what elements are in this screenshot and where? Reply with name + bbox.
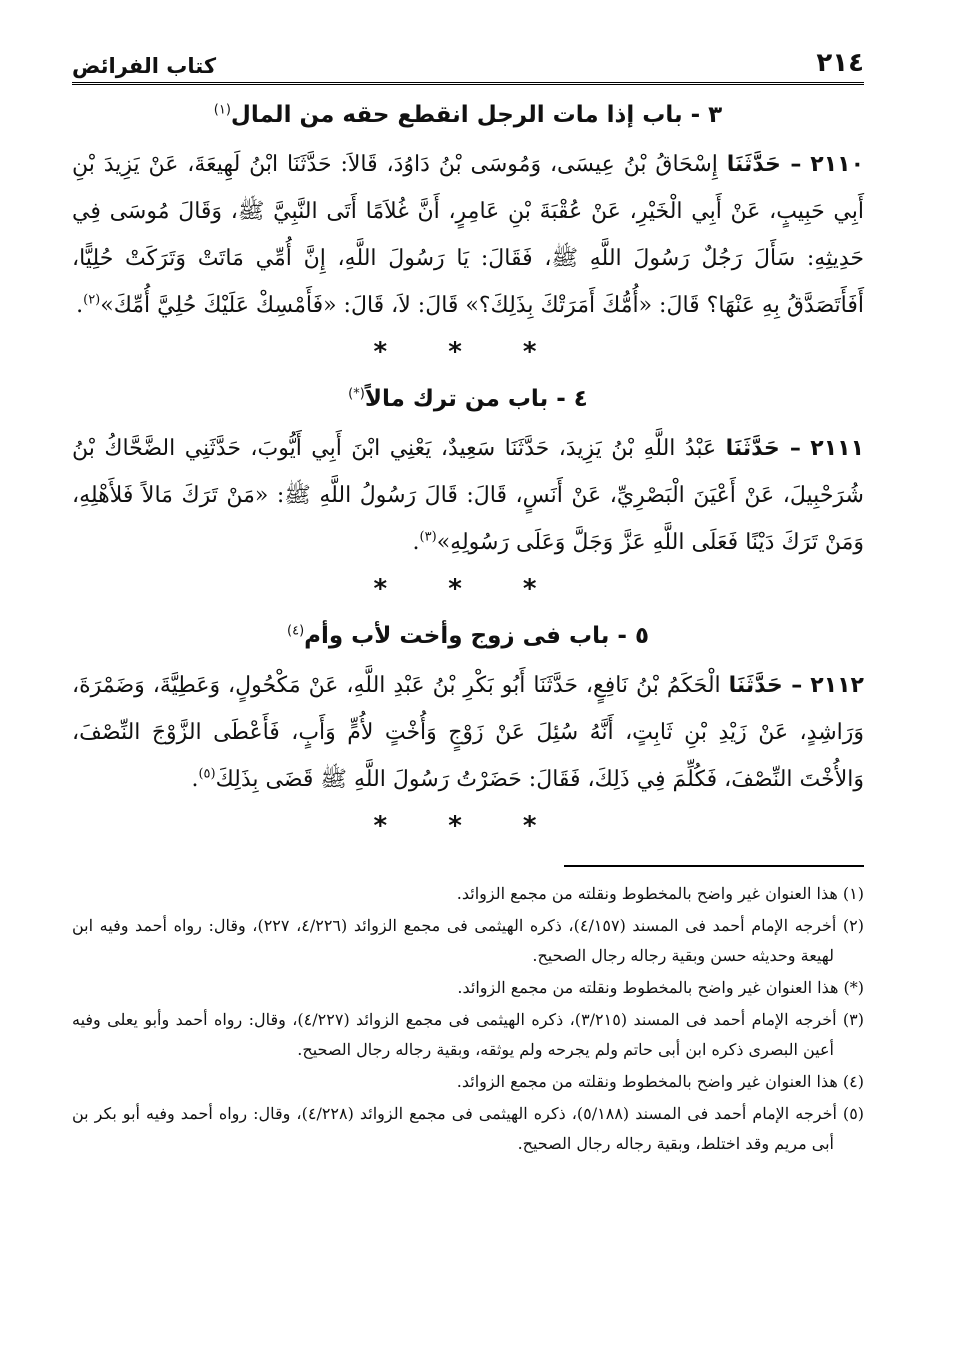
hadith-2111: ٢١١١ – حَدَّثَنَا عَبْدُ اللَّهِ بْنُ يَزِيدَ، حَدَّثَنَا سَعِيدٌ، يَعْنِي ابْنَ أَبِي أَيُّوبَ، حَدَّثَنِي الضَّحَّاكُ بْنُ شُرَحْبِيلَ، عَنْ أَعْيَنَ الْبَصْرِيِّ، عَنْ أَنَسٍ، قَالَ: قَالَ رَسُولُ اللَّهِ ﷺ: «مَنْ تَرَكَ مَالاً فَلأَهْلِهِ، وَمَنْ تَرَكَ دَيْنًا فَعَلَى اللَّهِ عَزَّ وَجَلَّ وَعَلَى رَسُولِهِ»$^{(٣)}$. [72,436,864,555]
page-number: ٢١٤ [816,48,864,78]
hadith-number: ٢١١٠ [810,152,864,177]
chapter-heading-5 [72,620,864,652]
section-separator: * * * [373,811,563,841]
book-title: كتاب الفرائض [72,54,217,78]
footnote-marker: (١) [213,102,231,118]
hadith-text: الْحَكَمُ بْنُ نَافِعٍ، حَدَّثَنَا أَبُو بَكْرِ بْنُ عَبْدِ اللَّهِ، عَنْ مَكْحُولٍ، وَعَطِيَّةَ، وَضَمْرَةَ، وَرَاشِدٍ، عَنْ زَيْدِ بْنِ ثَابِتٍ، أَنَّهُ سُئِلَ عَنْ زَوْجٍ وَأُخْتٍ لأُمٍّ وَأَبٍ، فَأَعْطَى الزَّوْجَ النِّصْفَ، وَالأُخْتَ النِّصْفَ، فَكُلِّمَ فِي ذَلِكَ، فَقَالَ: حَضَرْتُ رَسُولَ اللَّهِ ﷺ قَضَى بِذَلِكَ [72,673,864,792]
section-separator: * * * [373,337,563,367]
hadith-2112: ٢١١٢ – حَدَّثَنَا الْحَكَمُ بْنُ نَافِعٍ، حَدَّثَنَا أَبُو بَكْرِ بْنُ عَبْدِ اللَّهِ، عَنْ مَكْحُولٍ، وَعَطِيَّةَ، وَضَمْرَةَ، وَرَاشِدٍ، عَنْ زَيْدِ بْنِ ثَابِتٍ، أَنَّهُ سُئِلَ عَنْ زَوْجٍ وَأُخْتٍ لأُمٍّ وَأَبٍ، فَأَعْطَى الزَّوْجَ النِّصْفَ، وَالأُخْتَ النِّصْفَ، فَكُلِّمَ فِي ذَلِكَ، فَقَالَ: حَضَرْتُ رَسُولَ اللَّهِ ﷺ قَضَى بِذَلِكَ$^{(٥)}$. [72,673,864,792]
hadith-2110: ٢١١٠ – حَدَّثَنَا إِسْحَاقُ بْنُ عِيسَى، وَمُوسَى بْنُ دَاوُدَ، قَالاَ: حَدَّثَنَا ابْنُ لَهِيعَةَ، عَنْ يَزِيدَ بْنِ أَبِي حَبِيبٍ، عَنْ أَبِي الْخَيْرِ، عَنْ عُقْبَةَ بْنِ عَامِرٍ، أَنَّ غُلاَمًا أَتَى النَّبِيَّ ﷺ، وَقَالَ مُوسَى فِي حَدِيثِهِ: سَأَلَ رَجُلٌ رَسُولَ اللَّهِ ﷺ، فَقَالَ: يَا رَسُولَ اللَّهِ، إِنَّ أُمِّي مَاتَتْ وَتَرَكَتْ حُلِيًّا، أَفَأَتَصَدَّقُ بِهِ عَنْهَا؟ قَالَ: «أُمُّكَ أَمَرَتْكَ بِذَلِكَ؟» قَالَ: لاَ، قَالَ: «فَأَمْسِكْ عَلَيْكَ حُلِيَّ أُمِّكَ»$^{(٢)}$. [72,152,864,318]
hadith-lead: – حَدَّثَنَا [725,436,801,461]
section-separator: * * * [373,574,563,604]
footnote-divider [564,865,864,867]
footnotes [72,879,864,1159]
chapter-title-text: ٣ - باب إذا مات الرجل انقطع حقه من المال [230,102,723,128]
chapter-heading-3 [72,99,864,131]
footnote-star: (*) هذا العنوان غير واضح بالمخطوط ونقلته من مجمع الزوائد. [457,978,864,997]
footnote-3: (٣) أخرجه الإمام أحمد فى المسند (٣/٢١٥)، ذكره الهيثمى فى مجمع الزوائد (٤/٢٢٧)، وقال: رواه أحمد وأبو يعلى وفيه أعين البصرى ذكره ابن أبى حاتم ولم يجرحه ولم يوثقه، وبقية رجاله رجال الصحيح. [72,1010,865,1059]
footnote-4: (٤) هذا العنوان غير واضح بالمخطوط ونقلته من مجمع الزوائد. [456,1072,864,1091]
footnote-marker: (*) [348,386,365,402]
chapter-heading-4 [72,383,864,415]
hadith-lead: – حَدَّثَنَا [728,673,803,698]
chapter-title-text: ٥ - باب فى زوج وأخت لأب وأم [304,623,649,649]
footnote-marker: (٣) [419,529,437,545]
chapter-title-text: ٤ - باب من ترك مالاً [364,386,588,412]
hadith-text: عَبْدُ اللَّهِ بْنُ يَزِيدَ، حَدَّثَنَا سَعِيدٌ، يَعْنِي ابْنَ أَبِي أَيُّوبَ، حَدَّثَنِي الضَّحَّاكُ بْنُ شُرَحْبِيلَ، عَنْ أَعْيَنَ الْبَصْرِيِّ، عَنْ أَنَسٍ، قَالَ: قَالَ رَسُولُ اللَّهِ ﷺ: «مَنْ تَرَكَ مَالاً فَلأَهْلِهِ، وَمَنْ تَرَكَ دَيْنًا فَعَلَى اللَّهِ عَزَّ وَجَلَّ وَعَلَى رَسُولِهِ» [72,436,864,555]
footnote-5: (٥) أخرجه الإمام أحمد فى المسند (٥/١٨٨)، ذكره الهيثمى فى مجمع الزوائد (٤/٢٢٨)، وقال: رواه أحمد وفيه أبو بكر بن أبى مريم وقد اختلط، وبقية رجاله رجال الصحيح. [72,1104,865,1153]
footnote-marker: (٤) [287,623,305,639]
hadith-text: إِسْحَاقُ بْنُ عِيسَى، وَمُوسَى بْنُ دَاوُدَ، قَالاَ: حَدَّثَنَا ابْنُ لَهِيعَةَ، عَنْ يَزِيدَ بْنِ أَبِي حَبِيبٍ، عَنْ أَبِي الْخَيْرِ، عَنْ عُقْبَةَ بْنِ عَامِرٍ، أَنَّ غُلاَمًا أَتَى النَّبِيَّ ﷺ، وَقَالَ مُوسَى فِي حَدِيثِهِ: سَأَلَ رَجُلٌ رَسُولَ اللَّهِ ﷺ، فَقَالَ: يَا رَسُولَ اللَّهِ، إِنَّ أُمِّي مَاتَتْ وَتَرَكَتْ حُلِيًّا، أَفَأَتَصَدَّقُ بِهِ عَنْهَا؟ قَالَ: «أُمُّكَ أَمَرَتْكَ بِذَلِكَ؟» قَالَ: لاَ، قَالَ: «فَأَمْسِكْ عَلَيْكَ حُلِيَّ أُمِّكَ» [72,152,864,318]
footnote-marker: (٢) [83,292,101,308]
footnote-1: (١) هذا العنوان غير واضح بالمخطوط ونقلته من مجمع الزوائد. [456,884,864,903]
hadith-number: ٢١١١ [810,436,864,461]
book-page [72,34,864,1161]
footnote-2: (٢) أخرجه الإمام أحمد فى المسند (٤/١٥٧)، ذكره الهيثمى فى مجمع الزوائد (٤/٢٢٦، ٢٢٧)، وقال: رواه أحمد وفيه ابن لهيعة وحديثه حسن وبقية رجاله رجال الصحيح. [72,916,865,965]
hadith-lead: – حَدَّثَنَا [726,152,802,177]
footnote-marker: (٥) [198,766,216,782]
hadith-number: ٢١١٢ [810,673,864,698]
running-header [72,34,864,85]
